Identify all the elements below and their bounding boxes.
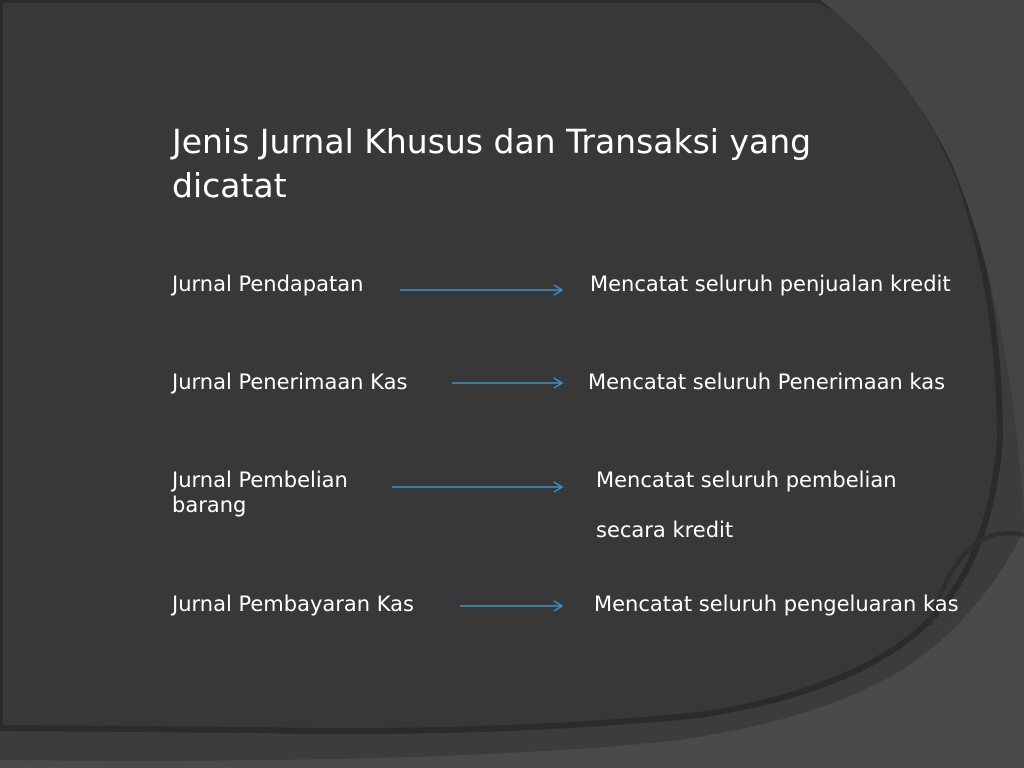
- arrow-right-icon: [392, 481, 565, 493]
- row-label-pendapatan: Jurnal Pendapatan: [172, 272, 364, 296]
- row-desc-pembelian-barang: Mencatat seluruh pembelian secara kredit: [596, 468, 897, 542]
- row-desc-pendapatan: Mencatat seluruh penjualan kredit: [590, 272, 951, 296]
- arrow-right-icon: [400, 284, 565, 296]
- slide-title: Jenis Jurnal Khusus dan Transaksi yang dicatat: [172, 122, 812, 205]
- row-label-pembelian-barang: Jurnal Pembelian barang: [172, 468, 348, 517]
- row-label-penerimaan-kas: Jurnal Penerimaan Kas: [172, 370, 408, 394]
- row-desc-pembayaran-kas: Mencatat seluruh pengeluaran kas: [594, 592, 959, 616]
- arrow-right-icon: [460, 600, 565, 612]
- row-desc-penerimaan-kas: Mencatat seluruh Penerimaan kas: [588, 370, 946, 394]
- arrow-right-icon: [452, 377, 565, 389]
- row-desc-wrapper: [596, 455, 936, 555]
- row-label-pembayaran-kas: Jurnal Pembayaran Kas: [172, 592, 414, 616]
